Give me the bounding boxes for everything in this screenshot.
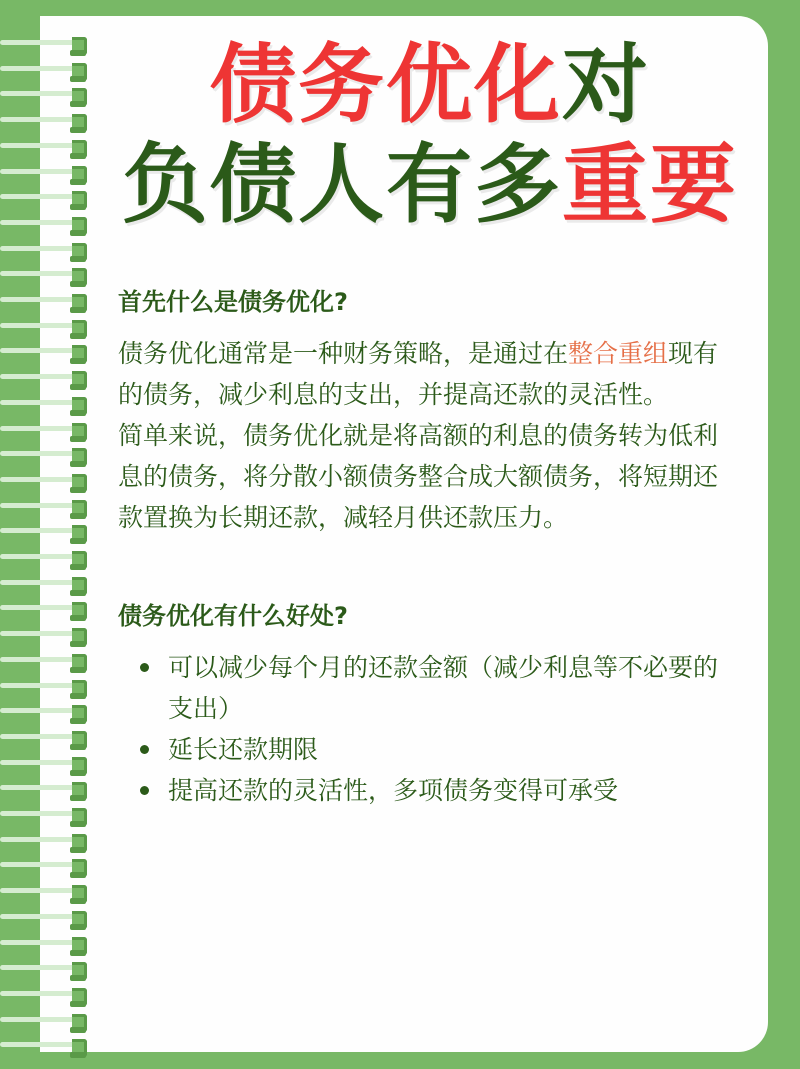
binding-ring <box>0 601 94 623</box>
binding-ring <box>0 242 94 264</box>
bullet-icon <box>140 786 149 795</box>
section-heading-what: 首先什么是债务优化? <box>118 288 348 316</box>
binding-ring <box>0 216 94 238</box>
binding-ring <box>0 344 94 366</box>
binding-ring <box>0 447 94 469</box>
benefits-list <box>118 647 740 811</box>
list-item <box>118 647 740 729</box>
binding-ring <box>0 524 94 546</box>
title-text-green: 负债人有多 <box>122 135 562 235</box>
binding-ring <box>0 961 94 983</box>
section-heading-benefits: 债务优化有什么好处? <box>118 602 348 630</box>
list-item-text: 可以减少每个月的还款金额（减少利息等不必要的支出） <box>168 653 719 723</box>
bullet-icon <box>140 663 149 672</box>
binding-ring <box>0 87 94 109</box>
binding-ring <box>0 936 94 958</box>
binding-ring <box>0 1038 94 1060</box>
binding-ring <box>0 910 94 932</box>
binding-ring <box>0 679 94 701</box>
binding-ring <box>0 884 94 906</box>
binding-ring <box>0 576 94 598</box>
definition-text: 债务优化通常是一种财务策略，是通过在 <box>118 339 569 368</box>
binding-ring <box>0 36 94 58</box>
binding-ring <box>0 62 94 84</box>
binding-ring <box>0 627 94 649</box>
binding-ring <box>0 756 94 778</box>
title-text-green: 对 <box>562 35 650 135</box>
binding-ring <box>0 267 94 289</box>
binding-ring <box>0 499 94 521</box>
title-line-1 <box>100 35 760 135</box>
binding-ring <box>0 550 94 572</box>
highlight-term: 整合重组 <box>568 339 669 368</box>
binding-ring <box>0 396 94 418</box>
list-item <box>118 729 740 770</box>
binding-ring <box>0 139 94 161</box>
title-highlight-red: 重要 <box>562 135 738 235</box>
binding-ring <box>0 113 94 135</box>
list-item-text: 提高还款的灵活性，多项债务变得可承受 <box>168 776 619 805</box>
binding-ring <box>0 807 94 829</box>
binding-ring <box>0 781 94 803</box>
list-item-text: 延长还款期限 <box>168 735 319 764</box>
definition-paragraph <box>118 333 740 415</box>
binding-ring <box>0 422 94 444</box>
binding-ring <box>0 653 94 675</box>
title-line-2 <box>100 135 760 235</box>
binding-ring <box>0 833 94 855</box>
binding-ring <box>0 730 94 752</box>
binding-ring <box>0 704 94 726</box>
definition-text: 现有的债务，减少利息的支出，并提高还款的灵活性。 <box>118 339 719 409</box>
binding-ring <box>0 190 94 212</box>
binding-ring <box>0 987 94 1009</box>
binding-ring <box>0 858 94 880</box>
list-item <box>118 770 740 811</box>
summary-paragraph: 简单来说，债务优化就是将高额的利息的债务转为低利息的债务，将分散小额债务整合成大额债务，将短期还款置换为长期还款，减轻月供还款压力。 <box>118 421 719 532</box>
spiral-binding <box>0 16 100 1052</box>
title-highlight-red: 债务优化 <box>210 35 562 135</box>
binding-ring <box>0 473 94 495</box>
content-body <box>118 282 740 811</box>
binding-ring <box>0 370 94 392</box>
binding-ring <box>0 319 94 341</box>
bullet-icon <box>140 745 149 754</box>
binding-ring <box>0 293 94 315</box>
binding-ring <box>0 1013 94 1035</box>
binding-ring <box>0 165 94 187</box>
